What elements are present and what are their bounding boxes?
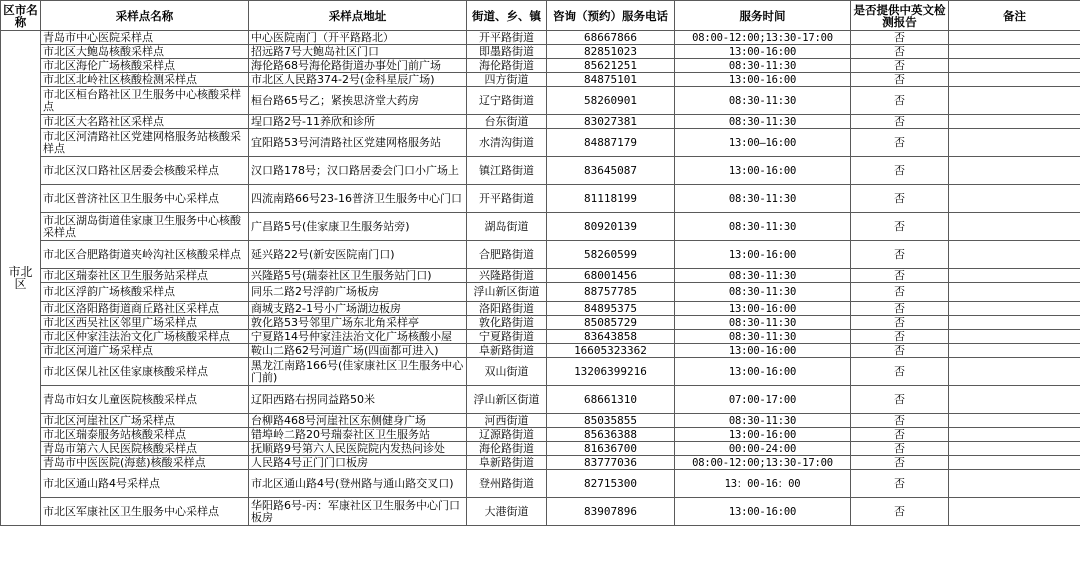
note <box>949 358 1080 386</box>
service-time: 13:00-16:00 <box>675 344 851 358</box>
note <box>949 330 1080 344</box>
table-row <box>1 316 1080 330</box>
report: 否 <box>851 31 949 45</box>
table-row <box>1 59 1080 73</box>
phone: 85621251 <box>547 59 675 73</box>
table-row <box>1 115 1080 129</box>
site-name: 市北区军康社区卫生服务中心采样点 <box>41 498 249 526</box>
note <box>949 115 1080 129</box>
report: 否 <box>851 358 949 386</box>
report: 否 <box>851 241 949 269</box>
street: 洛阳路街道 <box>467 302 547 316</box>
site-address: 鞍山二路62号河道广场(四面都可进入) <box>249 344 467 358</box>
phone: 84875101 <box>547 73 675 87</box>
table-row <box>1 358 1080 386</box>
street: 阜新路街道 <box>467 456 547 470</box>
site-address: 华阳路6号-丙：军康社区卫生服务中心门口板房 <box>249 498 467 526</box>
site-address: 商城支路2-1号小广场湖边板房 <box>249 302 467 316</box>
site-name: 市北区瑞泰社区卫生服务站采样点 <box>41 269 249 283</box>
phone: 83645087 <box>547 157 675 185</box>
service-time: 08:30-11:30 <box>675 316 851 330</box>
phone: 13206399216 <box>547 358 675 386</box>
site-name: 市北区河崖社区广场采样点 <box>41 414 249 428</box>
table-row <box>1 157 1080 185</box>
service-time: 13：00-16：00 <box>675 470 851 498</box>
report: 否 <box>851 157 949 185</box>
table-row <box>1 442 1080 456</box>
site-name: 市北区北岭社区核酸检测采样点 <box>41 73 249 87</box>
note <box>949 129 1080 157</box>
note <box>949 498 1080 526</box>
phone: 85636388 <box>547 428 675 442</box>
note <box>949 185 1080 213</box>
phone: 16605323362 <box>547 344 675 358</box>
report: 否 <box>851 213 949 241</box>
service-time: 00:00-24:00 <box>675 442 851 456</box>
service-time: 13:00-16:00 <box>675 73 851 87</box>
service-time: 08:30-11:30 <box>675 213 851 241</box>
note <box>949 428 1080 442</box>
table-row <box>1 414 1080 428</box>
street: 大港街道 <box>467 498 547 526</box>
site-name: 青岛市中医医院(海慈)核酸采样点 <box>41 456 249 470</box>
report: 否 <box>851 498 949 526</box>
note <box>949 344 1080 358</box>
phone: 83777036 <box>547 456 675 470</box>
site-address: 延兴路22号(新安医院南门口) <box>249 241 467 269</box>
site-address: 海伦路68号海伦路街道办事处门前广场 <box>249 59 467 73</box>
report: 否 <box>851 344 949 358</box>
service-time: 08:00-12:00;13:30-17:00 <box>675 31 851 45</box>
site-name: 市北区洛阳路街道商丘路社区采样点 <box>41 302 249 316</box>
site-name: 市北区西吴社区邻里广场采样点 <box>41 316 249 330</box>
phone: 68661310 <box>547 386 675 414</box>
phone: 84895375 <box>547 302 675 316</box>
note <box>949 456 1080 470</box>
report: 否 <box>851 302 949 316</box>
service-time: 08:30-11:30 <box>675 115 851 129</box>
phone: 82851023 <box>547 45 675 59</box>
report: 否 <box>851 283 949 302</box>
table-row <box>1 428 1080 442</box>
street: 宁夏路街道 <box>467 330 547 344</box>
table-row <box>1 283 1080 302</box>
service-time: 08:30-11:30 <box>675 185 851 213</box>
note <box>949 241 1080 269</box>
street: 台东街道 <box>467 115 547 129</box>
service-time: 08:30-11:30 <box>675 414 851 428</box>
site-name: 市北区湖岛街道佳家康卫生服务中心核酸采样点 <box>41 213 249 241</box>
site-address: 汉口路178号；汉口路居委会门口小广场上 <box>249 157 467 185</box>
note <box>949 470 1080 498</box>
report: 否 <box>851 115 949 129</box>
header-site-name: 采样点名称 <box>41 1 249 31</box>
phone: 85035855 <box>547 414 675 428</box>
phone: 58260901 <box>547 87 675 115</box>
table-row <box>1 386 1080 414</box>
table-row <box>1 87 1080 115</box>
note <box>949 442 1080 456</box>
phone: 58260599 <box>547 241 675 269</box>
service-time: 08:30-11:30 <box>675 283 851 302</box>
table-row <box>1 344 1080 358</box>
service-time: 08:30-11:30 <box>675 330 851 344</box>
table-row <box>1 269 1080 283</box>
note <box>949 316 1080 330</box>
street: 镇江路街道 <box>467 157 547 185</box>
site-address: 宜阳路53号河清路社区党建网格服务站 <box>249 129 467 157</box>
phone: 82715300 <box>547 470 675 498</box>
service-time: 13:00-16:00 <box>675 428 851 442</box>
service-time: 13:00-16:00 <box>675 45 851 59</box>
site-address: 辽阳西路右拐同益路50米 <box>249 386 467 414</box>
note <box>949 414 1080 428</box>
report: 否 <box>851 316 949 330</box>
district-cell: 市北区 <box>1 31 41 526</box>
header-row <box>1 1 1080 31</box>
header-site-address: 采样点地址 <box>249 1 467 31</box>
report: 否 <box>851 87 949 115</box>
site-name: 市北区普济社区卫生服务中心采样点 <box>41 185 249 213</box>
note <box>949 386 1080 414</box>
table-row <box>1 470 1080 498</box>
site-name: 市北区大鲍岛核酸采样点 <box>41 45 249 59</box>
site-address: 埕口路2号-11养欣和诊所 <box>249 115 467 129</box>
table-row <box>1 213 1080 241</box>
header-report: 是否提供中英文检测报告 <box>851 1 949 31</box>
report: 否 <box>851 59 949 73</box>
site-address: 四流南路66号23-16普济卫生服务中心门口 <box>249 185 467 213</box>
report: 否 <box>851 73 949 87</box>
phone: 80920139 <box>547 213 675 241</box>
site-name: 市北区河清路社区党建网格服务站核酸采样点 <box>41 129 249 157</box>
site-name: 市北区合肥路街道夹岭沟社区核酸采样点 <box>41 241 249 269</box>
service-time: 08:00-12:00;13:30-17:00 <box>675 456 851 470</box>
service-time: 08:30-11:30 <box>675 87 851 115</box>
phone: 83907896 <box>547 498 675 526</box>
site-address: 兴隆路5号(瑞泰社区卫生服务站门口) <box>249 269 467 283</box>
street: 浮山新区街道 <box>467 283 547 302</box>
street: 开平路街道 <box>467 185 547 213</box>
site-name: 市北区桓台路社区卫生服务中心核酸采样点 <box>41 87 249 115</box>
service-time: 13:00-16:00 <box>675 302 851 316</box>
site-address: 市北区人民路374-2号(金科星辰广场) <box>249 73 467 87</box>
service-time: 08:30-11:30 <box>675 269 851 283</box>
site-name: 青岛市中心医院采样点 <box>41 31 249 45</box>
report: 否 <box>851 428 949 442</box>
street: 浮山新区街道 <box>467 386 547 414</box>
header-district: 区市名称 <box>1 1 41 31</box>
phone: 83643858 <box>547 330 675 344</box>
street: 开平路街道 <box>467 31 547 45</box>
phone: 88757785 <box>547 283 675 302</box>
note <box>949 73 1080 87</box>
street: 海伦路街道 <box>467 442 547 456</box>
report: 否 <box>851 456 949 470</box>
street: 湖岛街道 <box>467 213 547 241</box>
note <box>949 213 1080 241</box>
site-address: 同乐二路2号浮韵广场板房 <box>249 283 467 302</box>
note <box>949 87 1080 115</box>
site-name: 市北区海伦广场核酸采样点 <box>41 59 249 73</box>
street: 海伦路街道 <box>467 59 547 73</box>
street: 辽宁路街道 <box>467 87 547 115</box>
note <box>949 59 1080 73</box>
report: 否 <box>851 386 949 414</box>
report: 否 <box>851 414 949 428</box>
site-name: 青岛市妇女儿童医院核酸采样点 <box>41 386 249 414</box>
site-name: 市北区汉口路社区居委会核酸采样点 <box>41 157 249 185</box>
table-row <box>1 45 1080 59</box>
note <box>949 269 1080 283</box>
report: 否 <box>851 129 949 157</box>
service-time: 13:00-16:00 <box>675 358 851 386</box>
phone: 81636700 <box>547 442 675 456</box>
site-address: 宁夏路14号仲家洼法治文化广场核酸小屋 <box>249 330 467 344</box>
site-address: 敦化路53号邻里广场东北角采样亭 <box>249 316 467 330</box>
site-address: 人民路4号正门门口板房 <box>249 456 467 470</box>
street: 辽源路街道 <box>467 428 547 442</box>
service-time: 13:00-16:00 <box>675 498 851 526</box>
phone: 83027381 <box>547 115 675 129</box>
service-time: 08:30-11:30 <box>675 59 851 73</box>
site-address: 市北区通山路4号(登州路与通山路交叉口) <box>249 470 467 498</box>
table-row <box>1 302 1080 316</box>
note <box>949 45 1080 59</box>
header-street: 街道、乡、镇 <box>467 1 547 31</box>
street: 兴隆路街道 <box>467 269 547 283</box>
note <box>949 302 1080 316</box>
report: 否 <box>851 330 949 344</box>
street: 合肥路街道 <box>467 241 547 269</box>
site-name: 市北区仲家洼法治文化广场核酸采样点 <box>41 330 249 344</box>
street: 即墨路街道 <box>467 45 547 59</box>
note <box>949 157 1080 185</box>
table-row <box>1 330 1080 344</box>
service-time: 13:00—16:00 <box>675 129 851 157</box>
site-name: 市北区瑞泰服务站核酸采样点 <box>41 428 249 442</box>
phone: 84887179 <box>547 129 675 157</box>
note <box>949 283 1080 302</box>
table-row <box>1 185 1080 213</box>
site-name: 青岛市第六人民医院核酸采样点 <box>41 442 249 456</box>
site-address: 中心医院南门（开平路路北） <box>249 31 467 45</box>
street: 敦化路街道 <box>467 316 547 330</box>
phone: 68001456 <box>547 269 675 283</box>
site-name: 市北区河道广场采样点 <box>41 344 249 358</box>
phone: 85085729 <box>547 316 675 330</box>
report: 否 <box>851 269 949 283</box>
report: 否 <box>851 185 949 213</box>
table-row <box>1 31 1080 45</box>
table-row <box>1 73 1080 87</box>
street: 双山街道 <box>467 358 547 386</box>
site-address: 台柳路468号河崖社区东侧健身广场 <box>249 414 467 428</box>
site-name: 市北区浮韵广场核酸采样点 <box>41 283 249 302</box>
service-time: 13:00-16:00 <box>675 241 851 269</box>
site-address: 错埠岭二路20号瑞泰社区卫生服务站 <box>249 428 467 442</box>
street: 登州路街道 <box>467 470 547 498</box>
street: 河西街道 <box>467 414 547 428</box>
phone: 81118199 <box>547 185 675 213</box>
header-phone: 咨询（预约）服务电话 <box>547 1 675 31</box>
site-address: 招远路7号大鲍岛社区门口 <box>249 45 467 59</box>
site-address: 广昌路5号(佳家康卫生服务站旁) <box>249 213 467 241</box>
table-row <box>1 456 1080 470</box>
service-time: 07:00-17:00 <box>675 386 851 414</box>
report: 否 <box>851 442 949 456</box>
site-address: 抚顺路9号第六人民医院院内发热问诊处 <box>249 442 467 456</box>
report: 否 <box>851 470 949 498</box>
street: 四方街道 <box>467 73 547 87</box>
header-note: 备注 <box>949 1 1080 31</box>
site-name: 市北区保儿社区佳家康核酸采样点 <box>41 358 249 386</box>
note <box>949 31 1080 45</box>
service-time: 13:00-16:00 <box>675 157 851 185</box>
table-row <box>1 498 1080 526</box>
site-name: 市北区大名路社区采样点 <box>41 115 249 129</box>
table-row <box>1 129 1080 157</box>
header-service-time: 服务时间 <box>675 1 851 31</box>
table-row <box>1 241 1080 269</box>
phone: 68667866 <box>547 31 675 45</box>
report: 否 <box>851 45 949 59</box>
site-address: 黑龙江南路166号(佳家康社区卫生服务中心门前) <box>249 358 467 386</box>
street: 水清沟街道 <box>467 129 547 157</box>
site-name: 市北区通山路4号采样点 <box>41 470 249 498</box>
site-address: 桓台路65号乙；紧挨思济堂大药房 <box>249 87 467 115</box>
street: 阜新路街道 <box>467 344 547 358</box>
